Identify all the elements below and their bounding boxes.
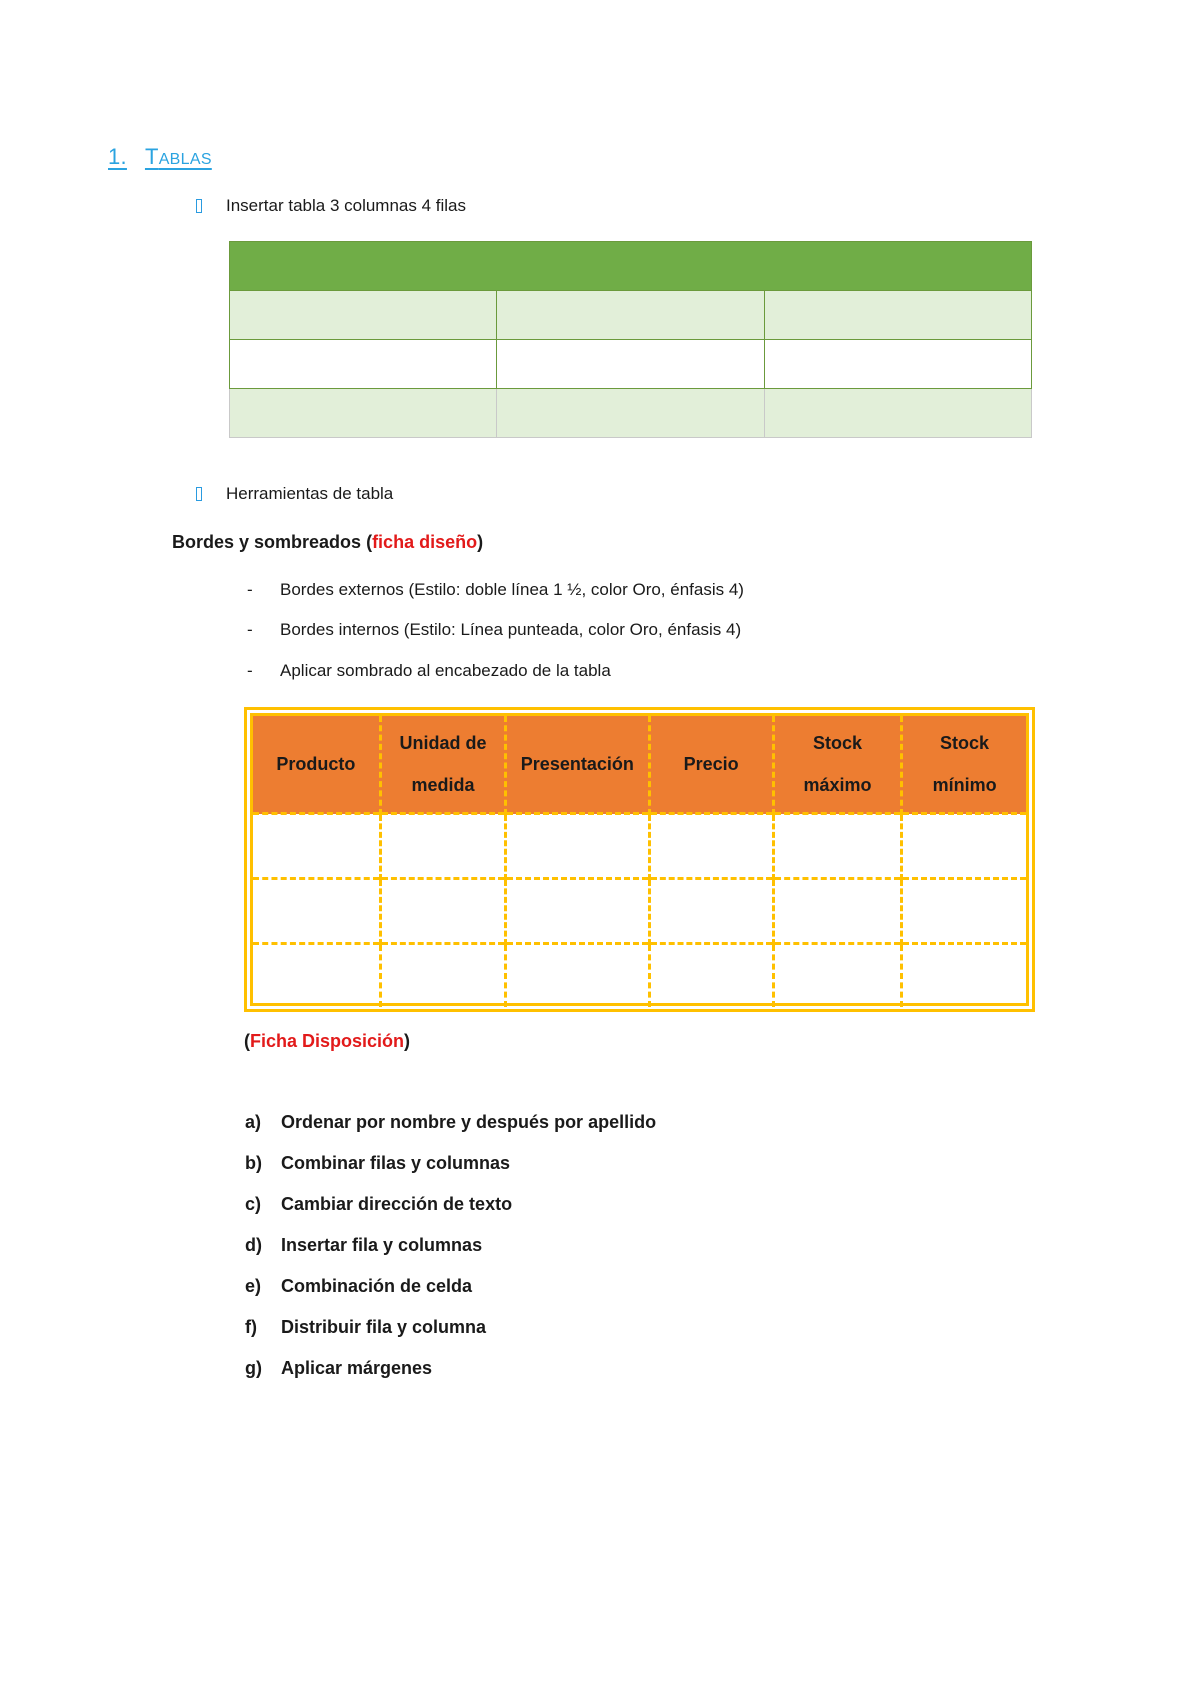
heading-first-letter: T [144, 144, 159, 169]
list-item [245, 1317, 486, 1338]
table-cell[interactable] [649, 879, 773, 944]
list-item [245, 1153, 510, 1174]
table-cell[interactable] [380, 879, 505, 944]
table-cell[interactable] [253, 814, 380, 879]
header-unidad-de-medida[interactable]: Unidad de medida [380, 716, 505, 814]
bullet-square-icon [196, 487, 202, 501]
table-cell[interactable] [902, 879, 1026, 944]
list-item [245, 1235, 482, 1256]
table-cell[interactable] [506, 814, 649, 879]
list-item [245, 1194, 512, 1215]
header-stock-maximo[interactable]: Stock máximo [773, 716, 901, 814]
list-item-letter: g) [245, 1358, 262, 1378]
header-presentacion[interactable]: Presentación [506, 716, 649, 814]
table-cell[interactable] [773, 814, 901, 879]
header-precio[interactable]: Precio [649, 716, 773, 814]
header-stock-minimo[interactable]: Stock mínimo [902, 716, 1026, 814]
product-table [244, 707, 1035, 1012]
table-row [230, 389, 1032, 438]
borders-heading-prefix: Bordes y sombreados ( [172, 532, 373, 552]
list-item: - Bordes externos (Estilo: doble línea 1 ½, color Oro, énfasis 4) [247, 580, 744, 599]
table-cell[interactable] [764, 389, 1031, 438]
bullet-insert-table [196, 196, 466, 216]
green-table-header-row [230, 242, 1032, 291]
table-row [253, 879, 1026, 944]
green-table [229, 241, 1032, 438]
table-cell[interactable] [230, 340, 497, 389]
layout-heading-prefix: ( [244, 1031, 250, 1051]
table-cell[interactable] [253, 879, 380, 944]
header-producto[interactable]: Producto [253, 716, 380, 814]
list-item-text: Aplicar sombrado al encabezado de la tabla [280, 661, 611, 680]
table-cell[interactable] [230, 389, 497, 438]
table-cell[interactable] [506, 879, 649, 944]
table-row [253, 814, 1026, 879]
list-item: - Aplicar sombrado al encabezado de la tabla [247, 661, 611, 680]
list-item [245, 1112, 656, 1133]
list-item-letter: e) [245, 1276, 262, 1296]
bullet-table-tools-text: Herramientas de tabla [226, 484, 394, 503]
table-row [253, 944, 1026, 1008]
list-item-text: Cambiar dirección de texto [281, 1194, 513, 1214]
list-item-text: Distribuir fila y columna [281, 1317, 487, 1337]
bullet-table-tools [196, 484, 393, 504]
bullet-insert-table-text: Insertar tabla 3 columnas 4 filas [226, 196, 467, 215]
list-item [245, 1358, 432, 1379]
table-cell[interactable] [497, 291, 764, 340]
list-item [245, 1276, 472, 1297]
table-cell[interactable] [649, 944, 773, 1008]
list-item-text: Aplicar márgenes [281, 1358, 433, 1378]
table-cell[interactable] [253, 944, 380, 1008]
heading-number: 1. [108, 144, 127, 169]
bullet-square-icon [196, 199, 202, 213]
list-item-text: Bordes internos (Estilo: Línea punteada, color Oro, énfasis 4) [280, 620, 742, 639]
layout-heading [244, 1031, 410, 1052]
list-item-text: Combinar filas y columnas [281, 1153, 511, 1173]
borders-heading [172, 532, 483, 553]
list-item-letter: c) [245, 1194, 262, 1214]
list-item-text: Insertar fila y columnas [281, 1235, 483, 1255]
table-cell[interactable] [497, 389, 764, 438]
table-row [230, 340, 1032, 389]
list-item-text: Ordenar por nombre y después por apellido [281, 1112, 657, 1132]
table-cell[interactable] [380, 944, 505, 1008]
table-cell[interactable] [649, 814, 773, 879]
table-cell[interactable] [773, 944, 901, 1008]
heading-rest: ABLAS [158, 151, 212, 168]
list-item-text: Bordes externos (Estilo: doble línea 1 ½, color Oro, énfasis 4) [280, 580, 744, 599]
layout-heading-highlight: Ficha Disposición [250, 1031, 405, 1051]
table-cell[interactable] [902, 814, 1026, 879]
borders-heading-suffix: ) [477, 532, 484, 552]
table-cell[interactable] [497, 340, 764, 389]
section-heading [108, 144, 212, 170]
borders-heading-highlight: ficha diseño [372, 532, 478, 552]
list-item-letter: b) [245, 1153, 262, 1173]
table-cell[interactable] [230, 291, 497, 340]
list-item-text: Combinación de celda [281, 1276, 473, 1296]
table-cell[interactable] [764, 340, 1031, 389]
product-table-header-row [253, 716, 1026, 814]
table-cell[interactable] [764, 291, 1031, 340]
layout-heading-suffix: ) [404, 1031, 411, 1051]
list-item: - Bordes internos (Estilo: Línea punteada, color Oro, énfasis 4) [247, 620, 742, 639]
list-item-letter: f) [245, 1317, 257, 1337]
green-table-header-cell[interactable] [230, 242, 1032, 291]
table-row [230, 291, 1032, 340]
table-cell[interactable] [902, 944, 1026, 1008]
list-item-letter: a) [245, 1112, 262, 1132]
table-cell[interactable] [506, 944, 649, 1008]
list-item-letter: d) [245, 1235, 262, 1255]
table-cell[interactable] [380, 814, 505, 879]
table-cell[interactable] [773, 879, 901, 944]
